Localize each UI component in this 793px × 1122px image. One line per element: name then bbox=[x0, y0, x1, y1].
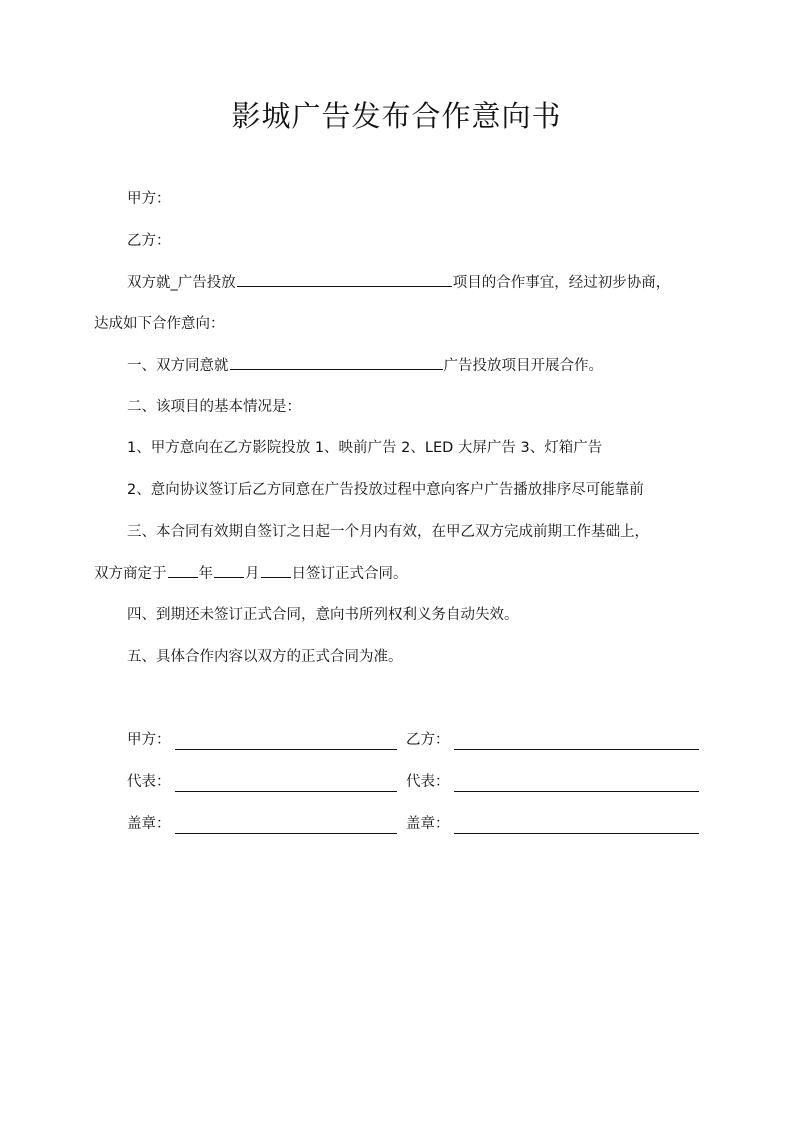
signature-row-seal bbox=[127, 813, 699, 835]
clause-1 bbox=[127, 354, 603, 377]
sig-party-b-line[interactable] bbox=[454, 749, 699, 750]
sig-rep-b-line[interactable] bbox=[454, 791, 699, 792]
signature-row-representative bbox=[127, 771, 699, 793]
signature-row-party bbox=[127, 729, 699, 751]
sig-party-a-line[interactable] bbox=[175, 749, 397, 750]
sig-seal-b-label: 盖章： bbox=[406, 816, 450, 832]
month-blank bbox=[214, 562, 244, 578]
day-blank bbox=[261, 562, 291, 578]
clause-3-continuation bbox=[94, 562, 408, 585]
clause-5: 五、具体合作内容以双方的正式合同为准。 bbox=[127, 649, 403, 665]
clause-3-date-prefix: 双方商定于 bbox=[94, 566, 167, 582]
sig-party-b-label: 乙方： bbox=[406, 732, 450, 748]
intro-text-end: 项目的合作事宜，经过初步协商， bbox=[452, 275, 671, 291]
sig-seal-a-line[interactable] bbox=[175, 833, 397, 834]
clause-4: 四、到期还未签订正式合同，意向书所列权利义务自动失效。 bbox=[127, 607, 519, 623]
party-b-line: 乙方： bbox=[127, 233, 171, 249]
document-title: 影城广告发布合作意向书 bbox=[231, 99, 562, 133]
project-blank bbox=[237, 271, 452, 287]
clause-1-end: 广告投放项目开展合作。 bbox=[443, 358, 603, 374]
clause-2: 二、该项目的基本情况是： bbox=[127, 399, 301, 415]
clause-1-blank bbox=[230, 354, 443, 370]
year-label: 年 bbox=[198, 566, 213, 582]
day-label: 日签订正式合同。 bbox=[291, 566, 408, 582]
intro-continuation: 达成如下合作意向： bbox=[94, 316, 225, 332]
item-2: 2、意向协议签订后乙方同意在广告投放过程中意向客户广告播放排序尽可能靠前 bbox=[127, 482, 644, 498]
party-a-line: 甲方： bbox=[127, 191, 171, 207]
sig-seal-b-line[interactable] bbox=[454, 833, 699, 834]
sig-rep-b-label: 代表： bbox=[406, 774, 450, 790]
sig-rep-a-line[interactable] bbox=[175, 791, 397, 792]
clause-1-start: 一、双方同意就 bbox=[127, 358, 229, 374]
sig-party-a-label: 甲方： bbox=[127, 732, 171, 748]
intro-line bbox=[127, 271, 670, 294]
sig-seal-a-label: 盖章： bbox=[127, 816, 171, 832]
clause-3: 三、本合同有效期自签订之日起一个月内有效，在甲乙双方完成前期工作基础上， bbox=[127, 524, 649, 540]
intro-text-start: 双方就_广告投放 bbox=[127, 275, 236, 291]
month-label: 月 bbox=[245, 566, 260, 582]
item-1: 1、甲方意向在乙方影院投放 1、映前广告 2、LED 大屏广告 3、灯箱广告 bbox=[127, 440, 603, 456]
year-blank bbox=[168, 562, 198, 578]
sig-rep-a-label: 代表： bbox=[127, 774, 171, 790]
